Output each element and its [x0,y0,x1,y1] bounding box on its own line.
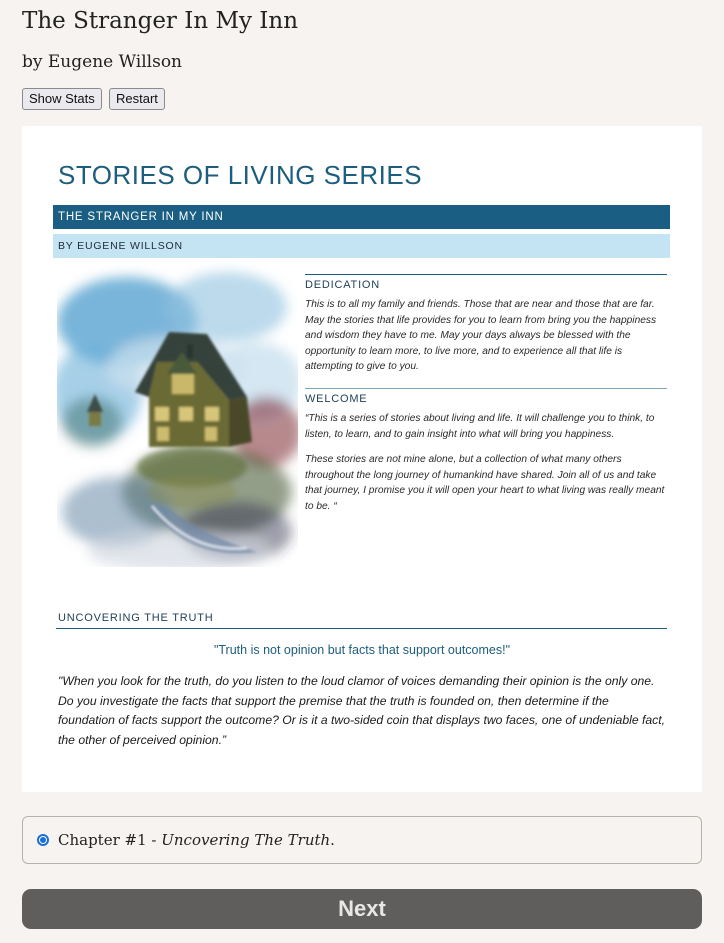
truth-rule [56,628,667,629]
welcome-section [305,388,667,514]
dedication-rule [305,274,667,275]
game-title: The Stranger In My Inn [22,8,299,34]
chapter-choice-option[interactable] [22,816,702,864]
show-stats-button[interactable]: Show Stats [22,88,102,110]
choice-title: Uncovering The Truth [161,831,331,849]
book-author-band: BY EUGENE WILLSON [53,234,670,258]
dedication-text: This is to all my family and friends. Those that are near and those that are far. May the stories that life provides for you to learn from bring you the happiness and wisdom they have to me. May your days always be blessed with the opportunity to learn more, to live more, and to experience all that life is attempting to give to you. [305,299,657,372]
story-page-image [22,126,702,792]
truth-heading: UNCOVERING THE TRUTH [58,612,214,624]
truth-body: "When you look for the truth, do you listen to the loud clamor of voices demanding their opinion is the only one. Do you investigate the facts that support the premise that the truth is founded on, then determine if the foundation of facts support the outcome? Or is it a two-sided coin that displays two faces, one of undeniable fact, the other of perceived opinion.” [58,674,666,747]
choice-label [58,831,335,849]
series-title: STORIES OF LIVING SERIES [58,160,423,190]
welcome-text-2: These stories are not mine alone, but a collection of what many others throughout the long journey of humankind have shared. Join all of us and take that journey, I promise you it will open your heart to what living was really meant to be. “ [305,454,665,512]
radio-selected-icon[interactable] [37,834,49,846]
book-title-band: THE STRANGER IN MY INN [53,205,670,229]
welcome-rule [305,388,667,389]
inn-watercolor-illustration [57,262,298,567]
choice-prefix: Chapter #1 - [58,831,162,849]
restart-button[interactable]: Restart [109,88,165,110]
welcome-heading: WELCOME [305,393,368,405]
next-button[interactable]: Next [22,889,702,929]
game-author: by Eugene Willson [22,52,182,72]
welcome-text-1: “This is a series of stories about living and life. It will challenge you to think, to listen, to learn, and to gain insight into what will bring you happiness. [305,413,655,440]
choice-suffix: . [330,831,335,849]
dedication-heading: DEDICATION [305,279,381,291]
dedication-section [305,274,667,375]
truth-quote: "Truth is not opinion but facts that support outcomes!" [213,643,511,657]
